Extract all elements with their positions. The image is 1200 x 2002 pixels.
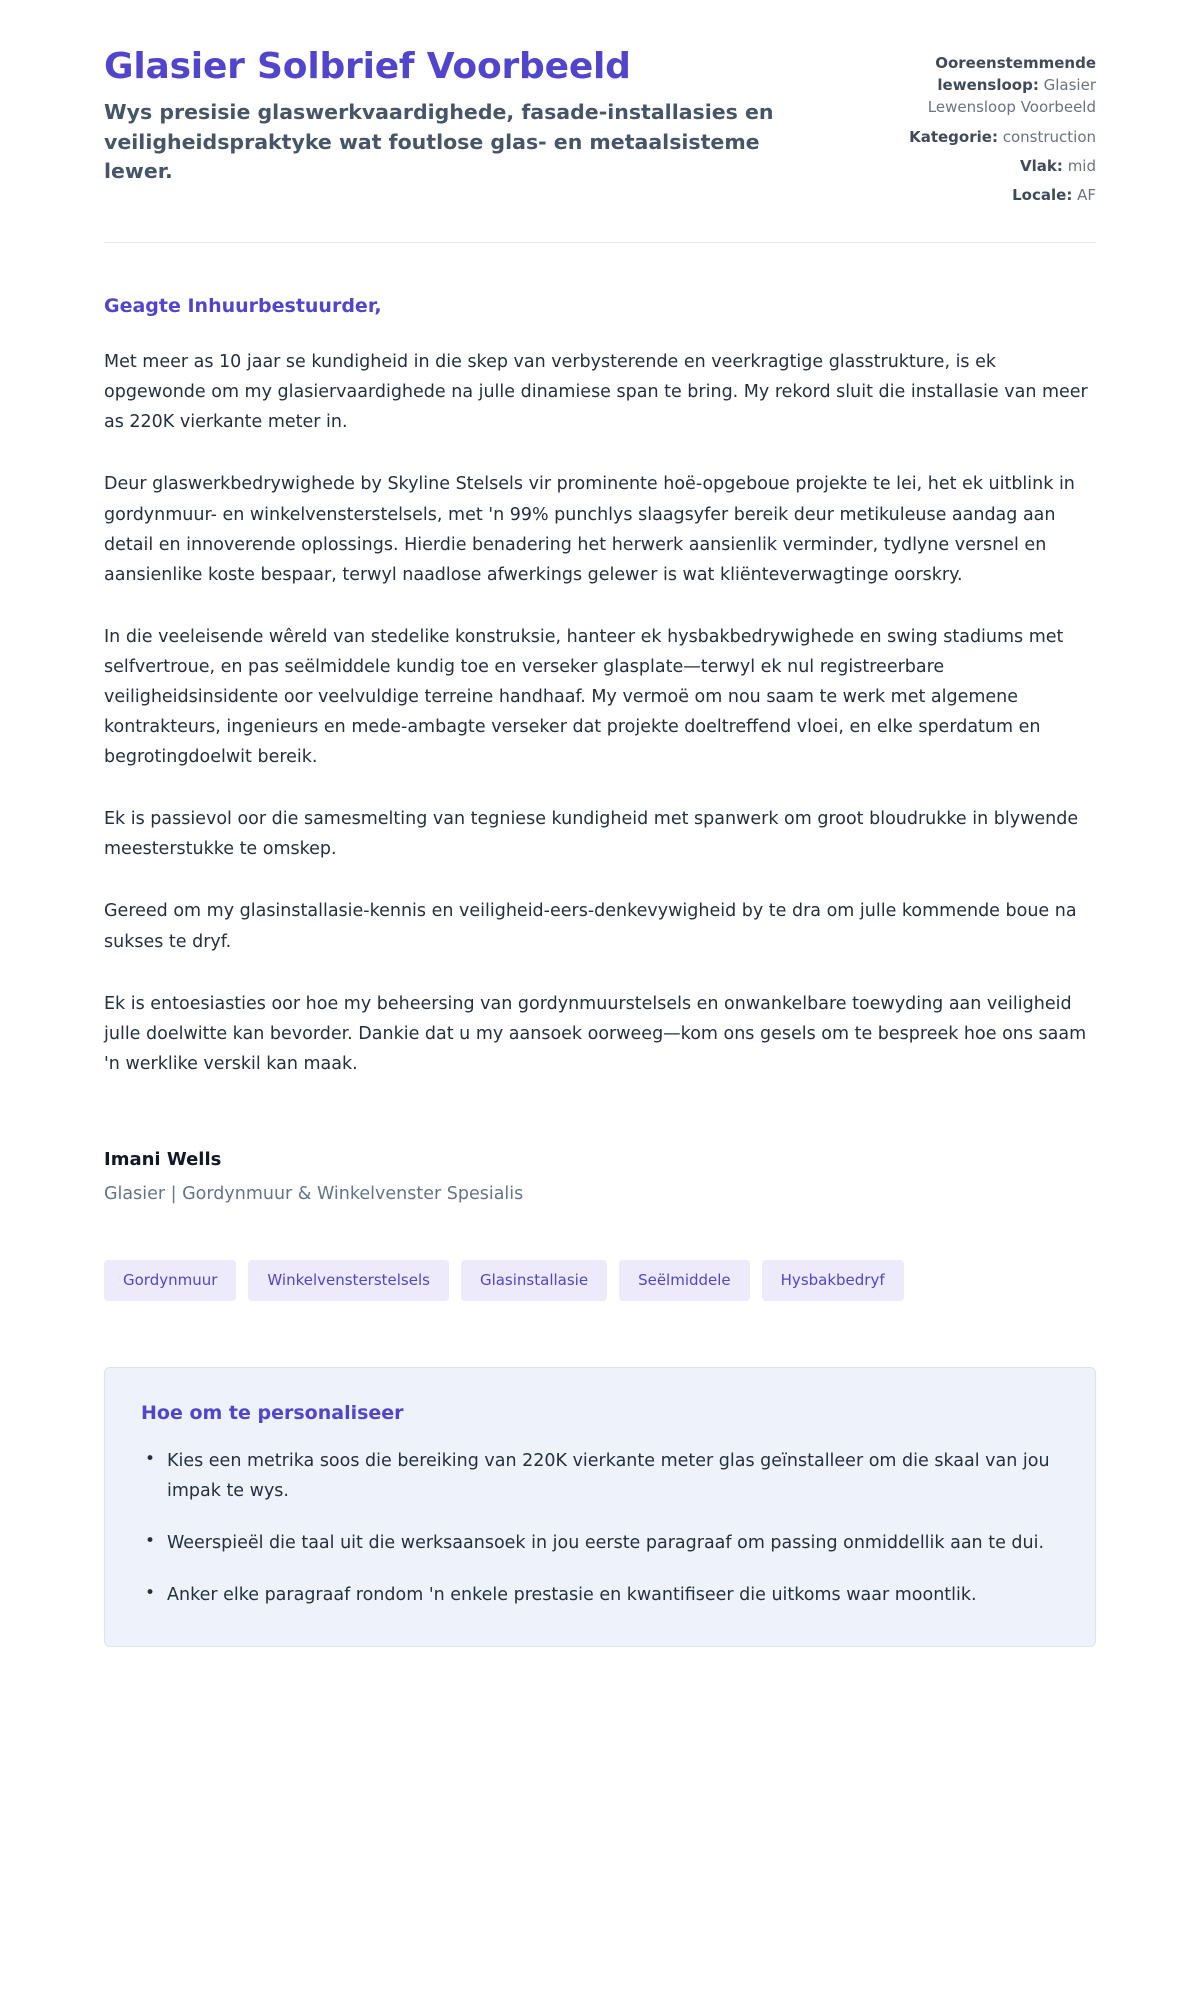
page-subtitle: Wys presisie glaswerkvaardighede, fasade-installasies en veiligheidspraktyke wat foutlose glas- en metaalsisteme lewer.: [104, 100, 774, 183]
signature-block: [104, 1149, 1096, 1204]
meta-value: AF: [1077, 185, 1096, 204]
letter-paragraph: Deur glaswerkbedrywighede by Skyline Stelsels vir prominente hoë-opgeboue projekte te lei, het ek uitblink in gordynmuur- en winkelvensterstelsels, met 'n 99% punchlys slaagsyfer bereik deur metikuleuse aandag aan detail en innoverende oplossings. Hierdie benadering het herwerk aansienlik verminder, tydlyne versnel en aansienlike koste bespaar, terwyl naadlose afwerkings gelewer is wat kliënteverwagtinge oorskry.: [104, 474, 1075, 585]
callout-title: Hoe om te personaliseer: [141, 1401, 404, 1424]
salutation: Geagte Inhuurbestuurder,: [104, 295, 382, 318]
meta-row-category: [874, 126, 1096, 148]
list-item: • Kies een metrika soos die bereiking van 220K vierkante meter glas geïnstalleer om die skaal van jou impak te wys.: [167, 1446, 1059, 1506]
list-item: • Anker elke paragraaf rondom 'n enkele prestasie en kwantifiseer die uitkoms waar moontlik.: [167, 1580, 1059, 1610]
personalization-callout: [104, 1367, 1096, 1647]
letter-paragraph: Met meer as 10 jaar se kundigheid in die skep van verbysterende en veerkragtige glasstrukture, is ek opgewonde om my glasiervaardighede na julle dinamiese span te bring. My rekord sluit die installasie van meer as 220K vierkante meter in.: [104, 352, 1088, 433]
header-title-block: [104, 46, 804, 186]
meta-row-locale: [874, 184, 1096, 206]
meta-value: Glasier Lewensloop Voorbeeld: [927, 76, 1096, 117]
meta-label: Vlak:: [1020, 156, 1063, 175]
meta-value: construction: [1002, 127, 1096, 146]
meta-value: mid: [1067, 156, 1096, 175]
meta-label: Kategorie:: [909, 127, 998, 146]
tag-item[interactable]: Winkelvensterstelsels: [248, 1260, 449, 1301]
page-title: Glasier Solbrief Voorbeeld: [104, 46, 631, 87]
meta-label: Ooreenstemmende lewensloop:: [935, 54, 1096, 95]
letter-paragraph: In die veeleisende wêreld van stedelike konstruksie, hanteer ek hysbakbedrywighede en swing stadiums met selfvertroue, en pas seëlmiddele kundig toe en verseker glasplate—terwyl ek nul registreerbare veiligheidsinsidente oor veelvuldige terreine handhaaf. My vermoë om nou saam te werk met algemene kontrakteurs, ingenieurs en mede-ambagte verseker dat projekte doeltreffend vloei, en elke sperdatum en begrotingdoelwit bereik.: [104, 626, 1064, 768]
meta-label: Locale:: [1012, 185, 1073, 204]
list-item: • Weerspieël die taal uit die werksaansoek in jou eerste paragraaf om passing onmiddellik aan te dui.: [167, 1528, 1059, 1558]
header-metadata: [874, 46, 1096, 206]
letter-paragraph: Gereed om my glasinstallasie-kennis en veiligheid-eers-denkevywigheid by te dra om julle kommende boue na sukses te dryf.: [104, 901, 1077, 952]
tag-item[interactable]: Gordynmuur: [104, 1260, 236, 1301]
meta-row-matching-resume: [874, 52, 1096, 119]
tag-item[interactable]: Glasinstallasie: [461, 1260, 607, 1301]
signature-role: Glasier | Gordynmuur & Winkelvenster Spesialis: [104, 1183, 524, 1204]
callout-list: [141, 1446, 1059, 1610]
header-divider: [104, 242, 1096, 243]
meta-row-level: [874, 155, 1096, 177]
tag-list: [104, 1260, 1096, 1301]
letter-body: [104, 347, 1096, 1079]
letter-paragraph: Ek is entoesiasties oor hoe my beheersing van gordynmuurstelsels en onwankelbare toewyding aan veiligheid julle doelwitte kan bevorder. Dankie dat u my aansoek oorweeg—kom ons gesels om te bespreek hoe ons saam 'n werklike verskil kan maak.: [104, 993, 1087, 1074]
letter-paragraph: Ek is passievol oor die samesmelting van tegniese kundigheid met spanwerk om groot bloudrukke in blywende meesterstukke te omskep.: [104, 809, 1079, 860]
tag-item[interactable]: Hysbakbedryf: [762, 1260, 904, 1301]
document-header: [104, 46, 1096, 206]
tag-item[interactable]: Seëlmiddele: [619, 1260, 750, 1301]
signature-name: Imani Wells: [104, 1148, 222, 1170]
